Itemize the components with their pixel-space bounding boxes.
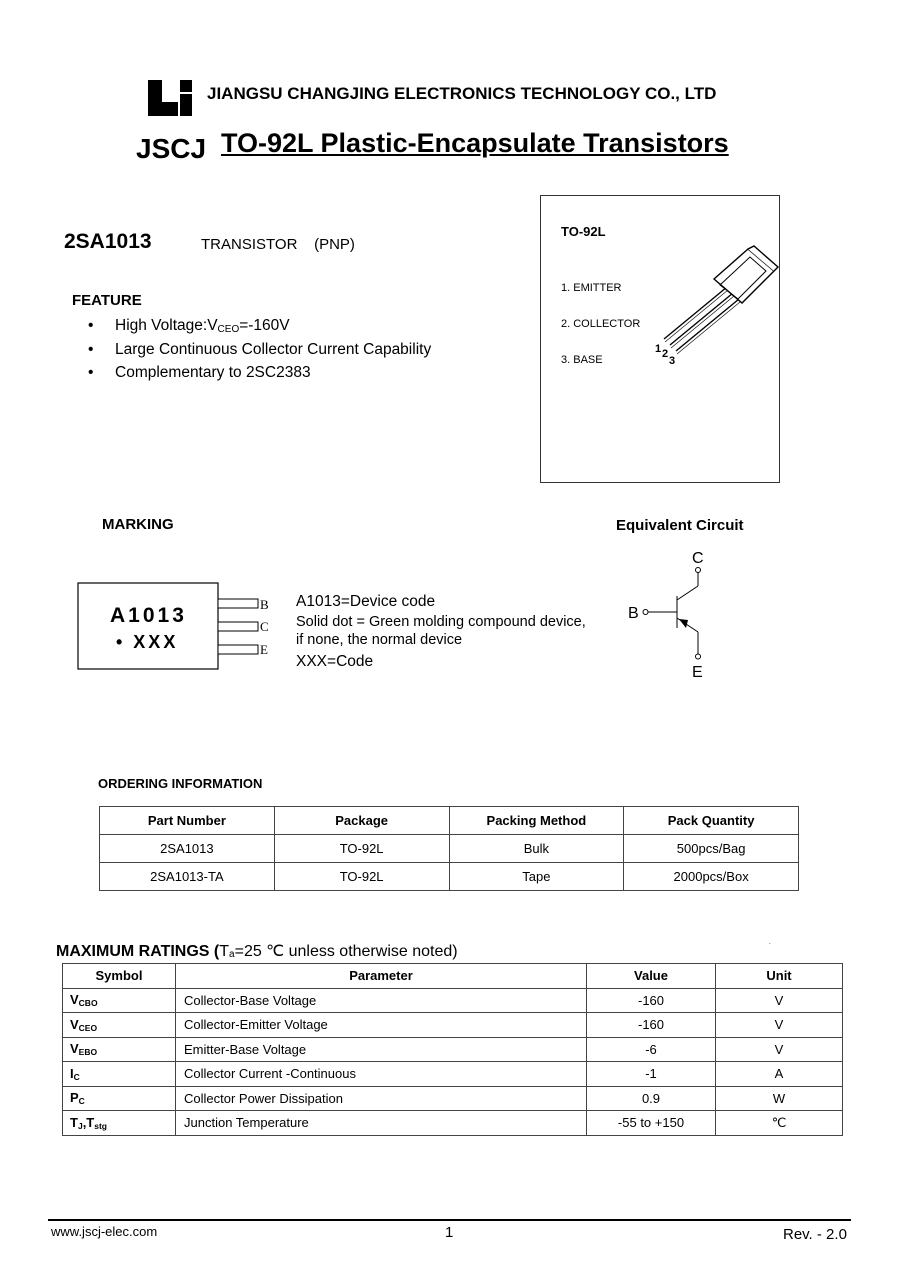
value-cell: -160: [587, 988, 716, 1013]
page-number: 1: [445, 1224, 454, 1241]
table-cell: 2000pcs/Box: [624, 863, 799, 891]
value-cell: -6: [587, 1037, 716, 1062]
to92l-package-drawing: [650, 245, 780, 370]
footer-divider: [48, 1219, 851, 1221]
feature-list: [88, 314, 431, 385]
marking-note: if none, the normal device: [296, 632, 463, 648]
parameter-cell: Collector Current -Continuous: [176, 1062, 587, 1087]
parameter-cell: Collector-Emitter Voltage: [176, 1013, 587, 1038]
pin-collector: 2. COLLECTOR: [561, 318, 641, 330]
column-header: Packing Method: [449, 807, 624, 835]
footer-url: www.jscj-elec.com: [51, 1224, 158, 1239]
column-header: Package: [274, 807, 449, 835]
feature-item: • Complementary to 2SC2383: [88, 361, 431, 385]
pin-base: 3. BASE: [561, 354, 603, 366]
marking-note: Solid dot = Green molding compound device,: [296, 614, 586, 630]
document-title: TO-92L Plastic-Encapsulate Transistors: [221, 128, 729, 158]
parameter-cell: Collector Power Dissipation: [176, 1086, 587, 1111]
value-cell: -160: [587, 1013, 716, 1038]
pin-number-3: 3: [669, 355, 676, 367]
parameter-cell: Collector-Base Voltage: [176, 988, 587, 1013]
marking-pin-c: C: [260, 619, 269, 634]
column-header: Value: [587, 964, 716, 989]
value-cell: 0.9: [587, 1086, 716, 1111]
table-cell: 2SA1013: [100, 835, 275, 863]
column-header: Part Number: [100, 807, 275, 835]
symbol-cell: $T_J,T_{stg}$: [63, 1111, 176, 1136]
table-row: [63, 1111, 843, 1136]
marking-title: MARKING: [102, 516, 174, 533]
unit-cell: W: [716, 1086, 843, 1111]
table-header-row: [100, 807, 799, 835]
table-row: [100, 863, 799, 891]
ordering-table: [99, 806, 799, 891]
circuit-label-b: B: [628, 605, 639, 622]
logo-text: JSCJ: [136, 133, 206, 160]
table-cell: 2SA1013-TA: [100, 863, 275, 891]
table-row: [63, 1037, 843, 1062]
marking-code: • XXX: [116, 632, 179, 652]
marking-pin-b: B: [260, 597, 269, 612]
column-header: Unit: [716, 964, 843, 989]
table-row: [63, 988, 843, 1013]
value-cell: -1: [587, 1062, 716, 1087]
parameter-cell: Junction Temperature: [176, 1111, 587, 1136]
table-cell: Tape: [449, 863, 624, 891]
table-row: [63, 1086, 843, 1111]
parameter-cell: Emitter-Base Voltage: [176, 1037, 587, 1062]
unit-cell: A: [716, 1062, 843, 1087]
marking-note: A1013=Device code: [296, 593, 436, 610]
package-name: TO-92L: [561, 224, 606, 239]
marking-pin-e: E: [260, 642, 268, 657]
circuit-label-e: E: [692, 664, 703, 681]
symbol-cell: $P_C$: [63, 1086, 176, 1111]
symbol-cell: $V_{CEO}$: [63, 1013, 176, 1038]
pin-number-1: 1: [655, 343, 662, 355]
table-row: [100, 835, 799, 863]
table-header-row: [63, 964, 843, 989]
table-row: [63, 1013, 843, 1038]
unit-cell: V: [716, 1037, 843, 1062]
part-description: TRANSISTOR (PNP): [201, 236, 355, 253]
table-cell: TO-92L: [274, 863, 449, 891]
feature-item: • Large Continuous Collector Current Capability: [88, 338, 431, 362]
symbol-cell: $I_C$: [63, 1062, 176, 1087]
circuit-label-c: C: [692, 550, 704, 567]
unit-cell: V: [716, 1013, 843, 1038]
symbol-cell: $V_{EBO}$: [63, 1037, 176, 1062]
column-header: Pack Quantity: [624, 807, 799, 835]
pnp-transistor-symbol: [620, 544, 730, 684]
marking-drawing: [76, 580, 276, 672]
table-cell: Bulk: [449, 835, 624, 863]
equivalent-circuit-title: Equivalent Circuit: [616, 517, 744, 534]
table-row: [63, 1062, 843, 1087]
pin-emitter: 1. EMITTER: [561, 282, 622, 294]
column-header: Parameter: [176, 964, 587, 989]
unit-cell: ℃: [716, 1111, 843, 1136]
max-ratings-title: MAXIMUM RATINGS ($T_a=25$ ℃ unless otherwise noted): [56, 943, 458, 960]
unit-cell: V: [716, 988, 843, 1013]
marking-device-code: A1013: [110, 604, 187, 627]
company-logo: [136, 78, 206, 160]
table-cell: 500pcs/Bag: [624, 835, 799, 863]
feature-title: FEATURE: [72, 292, 142, 309]
symbol-cell: $V_{CBO}$: [63, 988, 176, 1013]
marking-note: XXX=Code: [296, 653, 374, 670]
max-ratings-table: [62, 963, 843, 1136]
value-cell: -55 to +150: [587, 1111, 716, 1136]
part-number: 2SA1013: [64, 230, 152, 253]
pin-number-2: 2: [662, 348, 669, 360]
company-name: JIANGSU CHANGJING ELECTRONICS TECHNOLOGY CO., LTD: [207, 84, 717, 103]
table-cell: TO-92L: [274, 835, 449, 863]
revision: Rev. - 2.0: [783, 1226, 847, 1243]
ordering-title: ORDERING INFORMATION: [98, 776, 263, 791]
column-header: Symbol: [63, 964, 176, 989]
feature-item: • High $Voltage:V_{CEO}=-160V$: [88, 314, 431, 338]
